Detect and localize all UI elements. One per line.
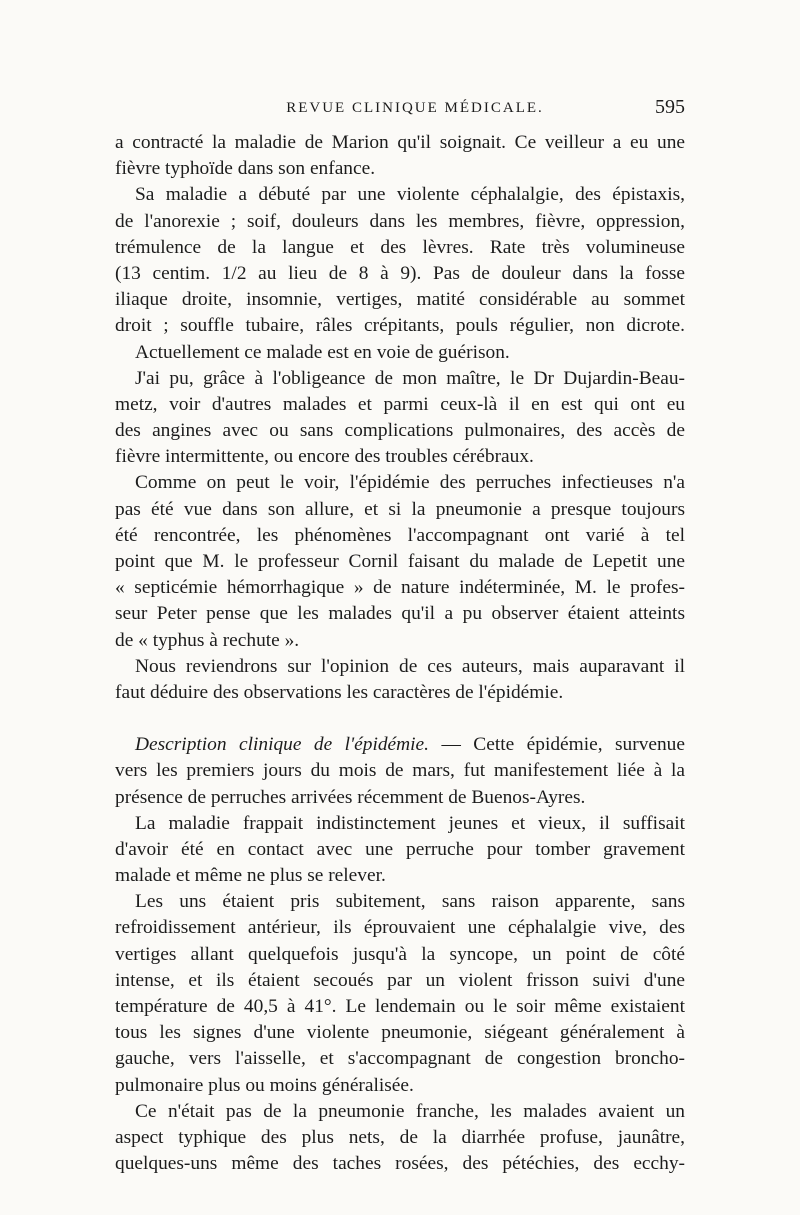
- text-line: droit ; souffle tubaire, râles crépitants, pouls régulier, non dicrote.: [115, 315, 685, 337]
- text-line: Comme on peut le voir, l'épidémie des perruches infectieuses n'a: [135, 472, 685, 494]
- text-line: (13 centim. 1/2 au lieu de 8 à 9). Pas de douleur dans la fosse: [115, 262, 685, 284]
- section-heading: Description clinique de l'épidémie.: [135, 734, 430, 756]
- text-line: de l'anorexie ; soif, douleurs dans les membres, fièvre, oppression,: [115, 210, 685, 232]
- text-line: vertiges allant quelquefois jusqu'à la syncope, un point de côté: [115, 943, 685, 965]
- text-line: metz, voir d'autres malades et parmi ceux-là il en est qui ont eu: [115, 393, 685, 415]
- running-title: REVUE CLINIQUE MÉDICALE.: [286, 100, 544, 116]
- text-line: Sa maladie a débuté par une violente céphalalgie, des épistaxis,: [135, 184, 685, 206]
- text-line: trémulence de la langue et des lèvres. Rate très volumineuse: [115, 236, 685, 258]
- text-line: gauche, vers l'aisselle, et s'accompagnant de congestion broncho-: [115, 1048, 685, 1070]
- text-line: La maladie frappait indistinctement jeunes et vieux, il suffisait: [135, 812, 685, 834]
- text-line: Ce n'était pas de la pneumonie franche, les malades avaient un: [135, 1100, 685, 1122]
- text-line: J'ai pu, grâce à l'obligeance de mon maître, le Dr Dujardin-Beau-: [135, 367, 685, 389]
- text-line: Nous reviendrons sur l'opinion de ces auteurs, mais auparavant il: [135, 655, 685, 677]
- text-line: Les uns étaient pris subitement, sans raison apparente, sans: [135, 891, 685, 913]
- text-line: seur Peter pense que les malades qu'il a pu observer étaient atteints: [115, 603, 685, 625]
- text-line: pas été vue dans son allure, et si la pneumonie a presque toujours: [115, 498, 685, 520]
- text-line: intense, et ils étaient secoués par un violent frisson suivi d'une: [115, 969, 685, 991]
- text-line: pulmonaire plus ou moins généralisée.: [115, 1074, 414, 1096]
- text-line: présence de perruches arrivées récemment de Buenos-Ayres.: [115, 786, 586, 808]
- text-line: a contracté la maladie de Marion qu'il soignait. Ce veilleur a eu une: [115, 132, 685, 153]
- text-fragment: — Cette épidémie, survenue: [441, 734, 685, 756]
- text-line: fièvre intermittente, ou encore des troubles cérébraux.: [115, 446, 534, 468]
- text-line: de « typhus à rechute ».: [115, 629, 300, 651]
- text-line: quelques-uns même des taches rosées, des pétéchies, des ecchy-: [115, 1153, 685, 1175]
- text-line: Actuellement ce malade est en voie de guérison.: [135, 341, 510, 363]
- text-line: point que M. le professeur Cornil faisant du malade de Lepetit une: [115, 551, 685, 572]
- text-line: faut déduire des observations les caractères de l'épidémie.: [115, 681, 564, 703]
- text-line: tous les signes d'une violente pneumonie, siégeant généralement à: [115, 1022, 685, 1044]
- text-line: fièvre typhoïde dans son enfance.: [115, 158, 376, 180]
- page-number: 595: [655, 96, 685, 118]
- text-line: température de 40,5 à 41°. Le lendemain ou le soir même existaient: [115, 996, 685, 1017]
- text-line: refroidissement antérieur, ils éprouvaient une céphalalgie vive, des: [115, 917, 685, 939]
- text-line: iliaque droite, insomnie, vertiges, matité considérable au sommet: [115, 289, 685, 311]
- text-line: aspect typhique des plus nets, de la diarrhée profuse, jaunâtre,: [115, 1126, 685, 1148]
- text-line: d'avoir été en contact avec une perruche pour tomber gravement: [115, 838, 685, 860]
- section-gap: [115, 706, 685, 732]
- text-line: des angines avec ou sans complications pulmonaires, des accès de: [115, 420, 685, 442]
- body-text: [115, 130, 685, 1177]
- text-line: « septicémie hémorrhagique » de nature indéterminée, M. le profes-: [115, 577, 685, 599]
- text-line: vers les premiers jours du mois de mars, fut manifestement liée à la: [115, 760, 685, 782]
- page-header: [115, 96, 685, 126]
- text-line: été rencontrée, les phénomènes l'accompagnant ont varié à tel: [115, 524, 685, 546]
- text-line: malade et même ne plus se relever.: [115, 865, 386, 887]
- section-heading-line: [115, 732, 685, 758]
